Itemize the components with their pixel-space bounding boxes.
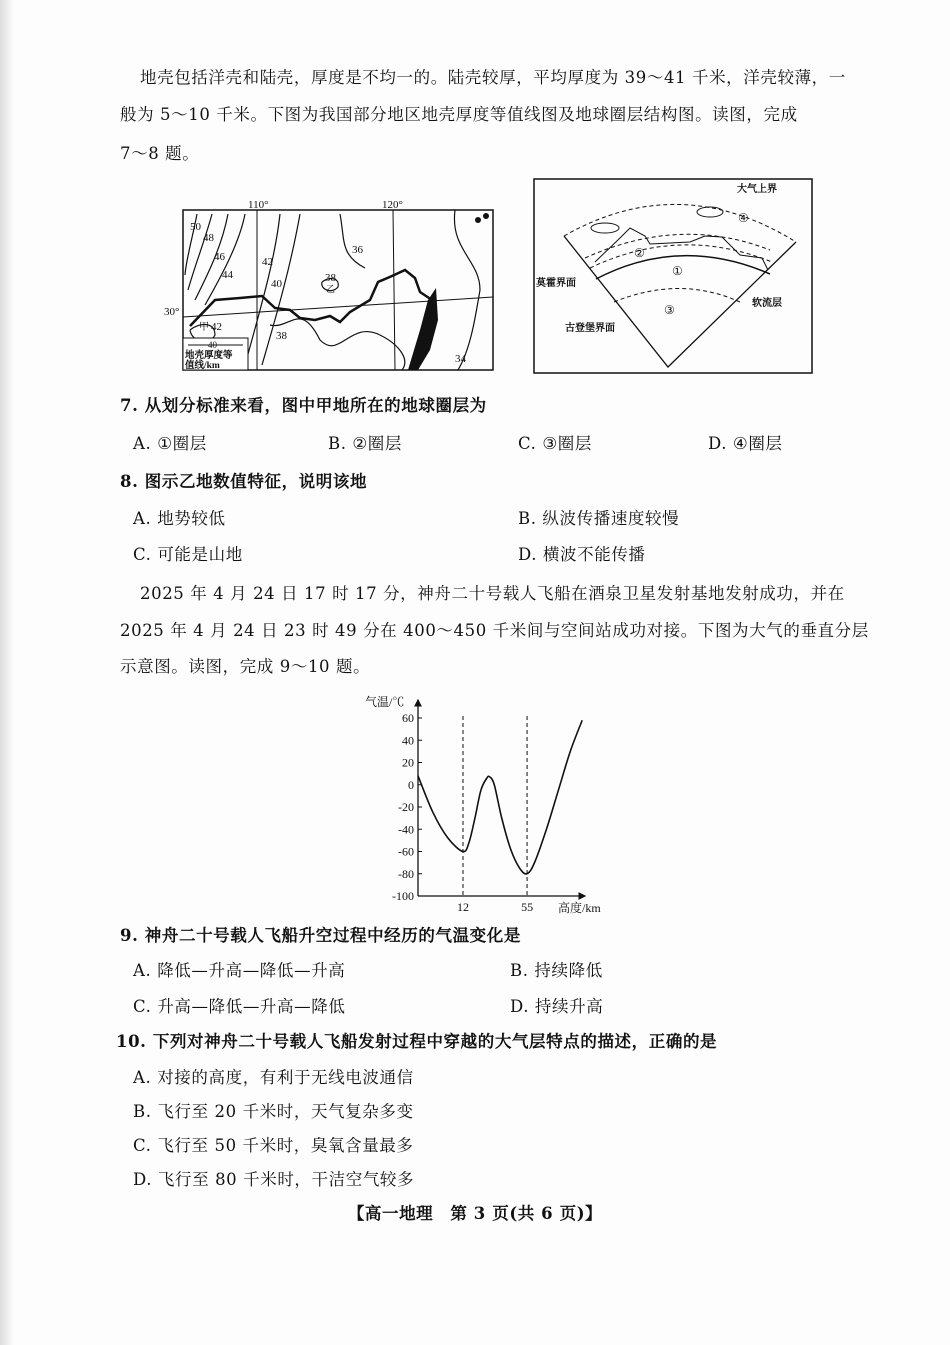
y-tick-label: -100 <box>392 889 414 903</box>
y-axis-label: 气温/℃ <box>365 695 405 709</box>
q10-option-a[interactable]: A. 对接的高度，有利于无线电波通信 <box>133 1068 414 1087</box>
gutenberg-label: 古登堡界面 <box>565 323 615 334</box>
legend-value: 40 <box>208 340 217 350</box>
q8-option-c[interactable]: C. 可能是山地 <box>133 545 243 564</box>
circle-4-label: ④ <box>738 211 749 225</box>
lon-label: 120° <box>382 199 403 211</box>
crust-thickness-map <box>160 196 500 376</box>
q8-stem: 8. 图示乙地数值特征，说明该地 <box>120 472 368 491</box>
y-tick-label: 40 <box>402 733 414 748</box>
q8-option-a[interactable]: A. 地势较低 <box>133 509 226 528</box>
q7-stem: 7. 从划分标准来看，图中甲地所在的地球圈层为 <box>120 396 487 415</box>
y-tick-label: -40 <box>398 822 414 837</box>
page-footer: 【高一地理 第 3 页(共 6 页)】 <box>347 1204 603 1223</box>
y-tick-label: 0 <box>408 777 414 792</box>
contour-label: 38 <box>276 330 287 342</box>
q7-option-a[interactable]: A. ①圈层 <box>133 434 207 453</box>
y-tick-label: -80 <box>398 866 414 881</box>
contour-label: 40 <box>271 278 282 290</box>
q7-option-c[interactable]: C. ③圈层 <box>518 434 592 453</box>
y-tick-label: -60 <box>398 844 414 859</box>
q10-option-c[interactable]: C. 飞行至 50 千米时，臭氧含量最多 <box>133 1136 414 1155</box>
x-tick-label: 55 <box>521 900 534 914</box>
temperature-curve <box>418 720 582 874</box>
q9-option-c[interactable]: C. 升高—降低—升高—降低 <box>133 997 346 1016</box>
contour-label: 34 <box>455 353 466 365</box>
q9-option-b[interactable]: B. 持续降低 <box>510 961 603 980</box>
contour-label: 36 <box>352 244 363 256</box>
passage2-line: 2025 年 4 月 24 日 17 时 17 分，神舟二十号载人飞船在酒泉卫星发射基地发射成功，并在 <box>140 584 845 603</box>
passage2-line: 示意图。读图，完成 9～10 题。 <box>120 657 371 676</box>
passage2-line: 2025 年 4 月 24 日 23 时 49 分在 400～450 千米间与空间站成功对接。下图为大气的垂直分层 <box>120 621 869 640</box>
contour-label: 46 <box>214 251 225 263</box>
contour-label: 48 <box>203 232 214 244</box>
circle-3-label: ③ <box>664 303 675 317</box>
point-yi: 乙 <box>326 284 336 294</box>
legend-text: 地壳厚度等 <box>185 351 233 361</box>
q7-option-d[interactable]: D. ④圈层 <box>708 434 783 453</box>
q10-option-d[interactable]: D. 飞行至 80 千米时，干洁空气较多 <box>133 1170 415 1189</box>
circle-2-label: ② <box>634 246 645 260</box>
x-tick-label: 12 <box>457 900 469 914</box>
passage1-line: 7～8 题。 <box>120 144 200 163</box>
earth-layers-diagram <box>530 175 820 380</box>
lat-label: 30° <box>164 306 180 318</box>
y-tick-label: 20 <box>402 755 414 770</box>
circle-1-label: ① <box>672 264 683 278</box>
contour-label: 50 <box>190 221 201 233</box>
y-tick-label: 60 <box>402 711 414 725</box>
asthenosphere-label: 软流层 <box>752 298 782 309</box>
passage1-line: 地壳包括洋壳和陆壳，厚度是不均一的。陆壳较厚，平均厚度为 39～41 千米，洋壳较薄，一 <box>140 68 846 87</box>
q9-stem: 9. 神舟二十号载人飞船升空过程中经历的气温变化是 <box>120 926 521 945</box>
q8-option-d[interactable]: D. 横波不能传播 <box>518 545 646 564</box>
scan-edge-shadow <box>0 0 14 1345</box>
temperature-altitude-chart <box>350 685 620 920</box>
passage1-line: 般为 5～10 千米。下图为我国部分地区地壳厚度等值线图及地球圈层结构图。读图，完成 <box>120 105 798 124</box>
contour-label: 42 <box>262 256 273 268</box>
point-jia: 甲 <box>199 322 209 333</box>
contour-label: 44 <box>222 269 233 281</box>
x-axis-label: 高度/km <box>558 901 601 915</box>
contour-label: 38 <box>325 272 336 284</box>
q9-option-d[interactable]: D. 持续升高 <box>510 997 604 1016</box>
q8-option-b[interactable]: B. 纵波传播速度较慢 <box>518 509 680 528</box>
atmos-top-label: 大气上界 <box>737 184 777 195</box>
lon-label: 110° <box>248 199 269 211</box>
q10-stem: 10. 下列对神舟二十号载人飞船发射过程中穿越的大气层特点的描述，正确的是 <box>116 1032 718 1051</box>
q10-option-b[interactable]: B. 飞行至 20 千米时，天气复杂多变 <box>133 1102 414 1121</box>
contour-label: 42 <box>211 321 222 333</box>
y-tick-label: -20 <box>398 800 414 814</box>
legend-text: 值线/km <box>185 361 220 371</box>
q9-option-a[interactable]: A. 降低—升高—降低—升高 <box>133 961 346 980</box>
q7-option-b[interactable]: B. ②圈层 <box>328 434 403 453</box>
moho-label: 莫霍界面 <box>536 278 576 289</box>
